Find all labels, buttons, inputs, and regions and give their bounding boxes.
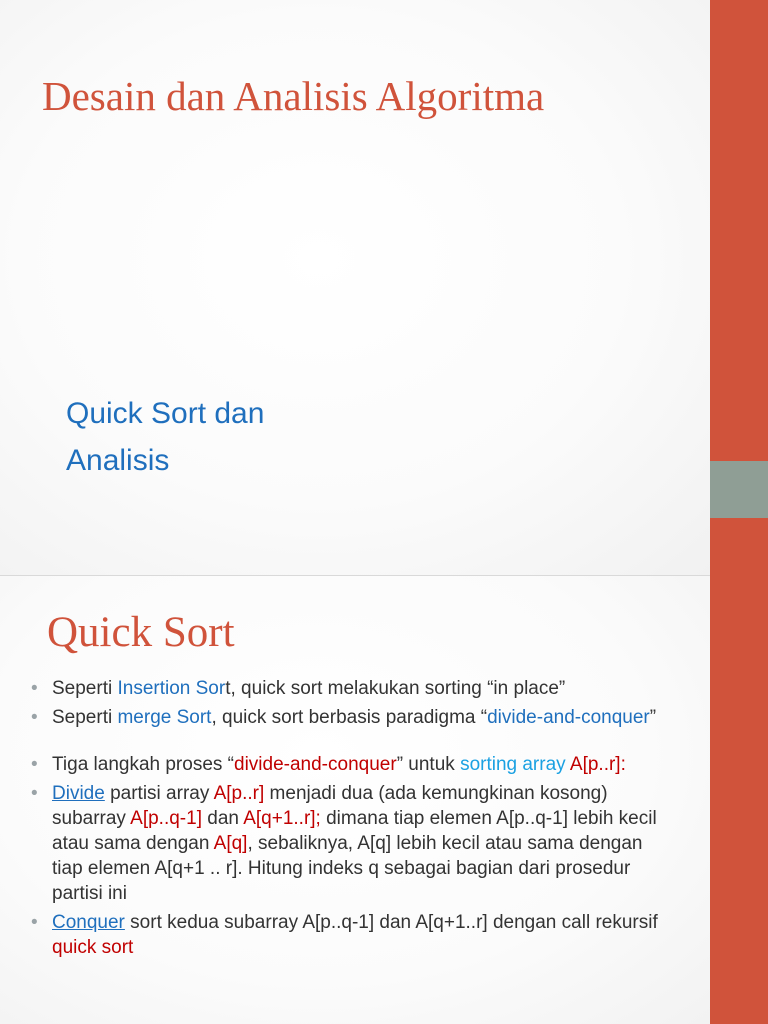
slide-1-subtitle (66, 390, 264, 484)
bullet-dot-icon: • (31, 678, 38, 699)
bullet-item-5: • Conquer sort kedua subarray A[p..q-1] dan A[q+1..r] dengan call rekursif quick sort (31, 912, 658, 958)
bullet-item-3: • Tiga langkah proses “divide-and-conquer” untuk sorting array A[p..r]: (31, 754, 626, 775)
slide-2 (0, 576, 710, 1024)
accent-bar-top (710, 0, 768, 461)
divide-link[interactable]: Divide (52, 783, 105, 804)
bullet-dot-icon: • (31, 754, 38, 775)
bullet-dot-icon: • (31, 912, 38, 933)
conquer-link[interactable]: Conquer (52, 912, 125, 933)
bullet-item-2: • Seperti merge Sort, quick sort berbasis paradigma “divide-and-conquer” (31, 707, 657, 728)
accent-bar-gray (710, 461, 768, 518)
bullet-item-4: • Divide partisi array A[p..r] menjadi dua (ada kemungkinan kosong) subarray A[p..q-1] dan A[q+1..r]; dimana tiap elemen A[p..q-1] lebih kecil atau sama dengan A[q], sebaliknya, A[q] lebih kecil atau sama dengan tiap elemen A[q+1 .. r]. Hitung indeks q sebagai bagian dari prosedur partisi ini (31, 783, 657, 904)
accent-bar-bottom (710, 518, 768, 1024)
bullet-list (28, 676, 668, 964)
slide-2-title: Quick Sort (47, 609, 235, 656)
slide-1-title: Desain dan Analisis Algoritma (42, 73, 545, 119)
bullet-dot-icon: • (31, 707, 38, 728)
bullet-dot-icon: • (31, 783, 38, 804)
bullet-item-1: • Seperti Insertion Sort, quick sort melakukan sorting “in place” (31, 678, 566, 699)
subtitle-line-2: Analisis (66, 444, 170, 477)
subtitle-line-1: Quick Sort dan (66, 397, 265, 430)
